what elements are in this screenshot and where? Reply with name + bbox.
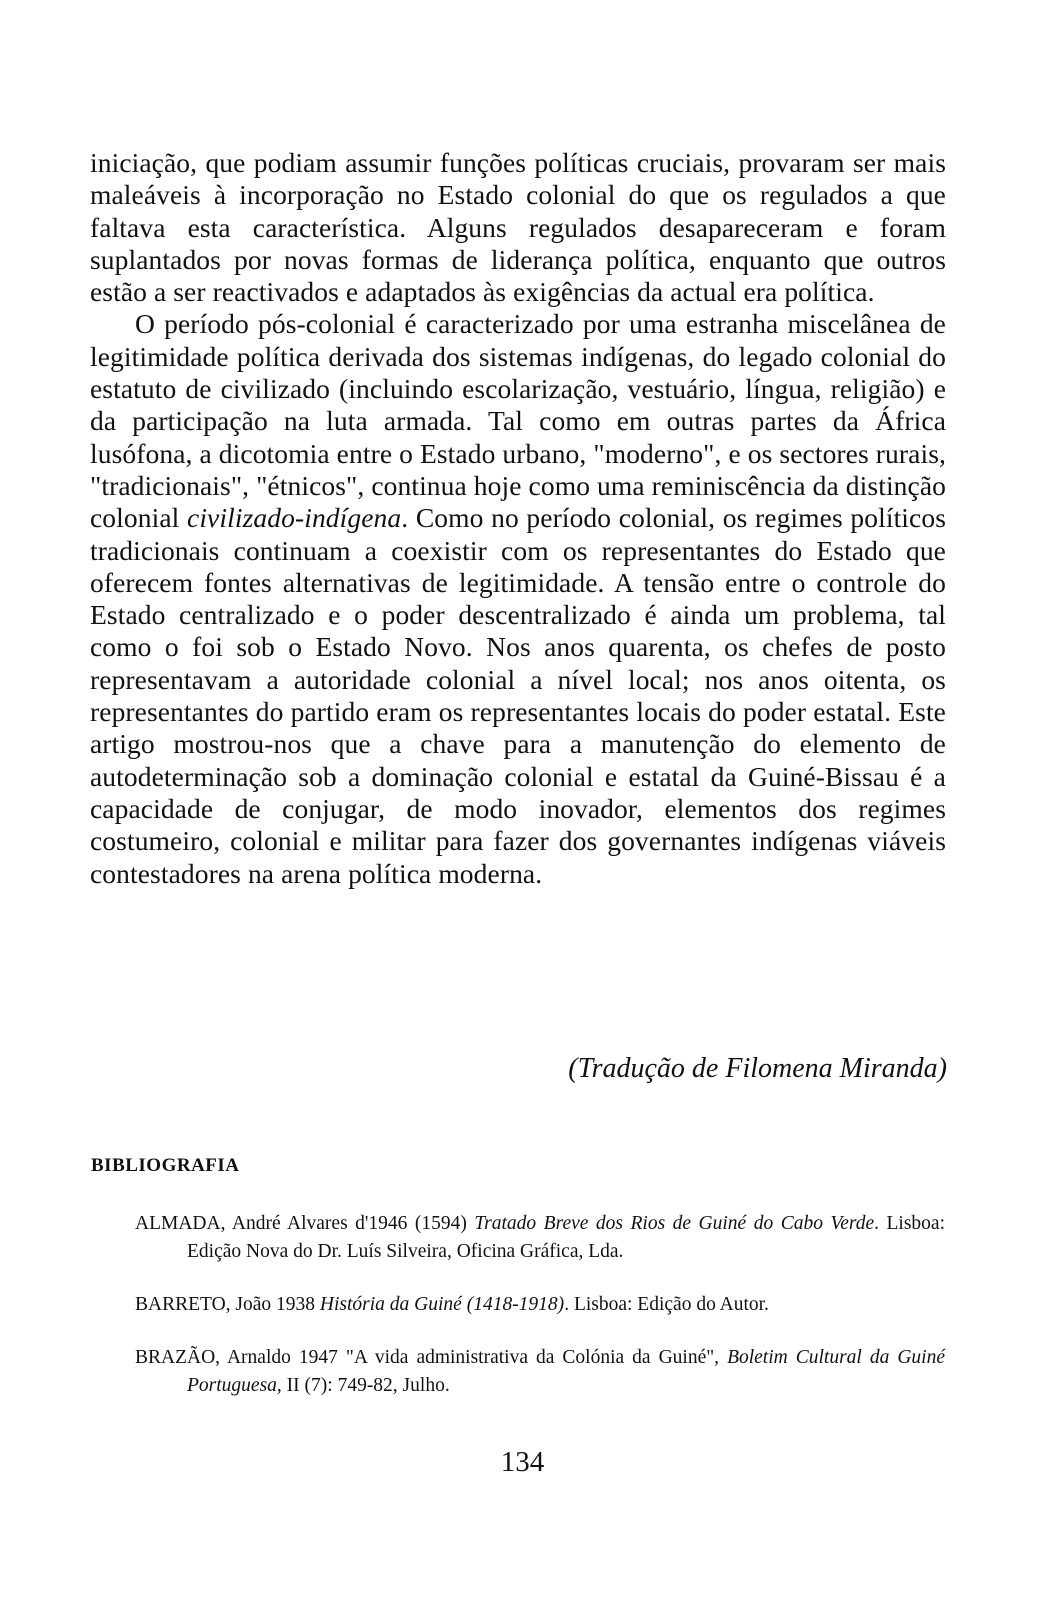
body-text [90,147,946,890]
bibliography-heading: BIBLIOGRAFIA [91,1155,240,1176]
page-number: 134 [500,1446,545,1478]
paragraph-1: iniciação, que podiam assumir funções políticas cruciais, provaram ser mais maleáveis à incorporação no Estado colonial do que os regulados a que faltava esta característica. Alguns regulados desapareceram e foram suplantados por novas formas de liderança política, enquanto que outros estão a ser reactivados e adaptados às exigências da actual era política. [90,147,946,308]
bib-entry-publisher: . Lisboa: Edição Nova do Dr. Luís Silveira, Oficina Gráfica, Lda. [187,1213,946,1262]
bibliography-list [135,1210,945,1425]
bib-entry-title: Boletim Cultural da Guiné Portuguesa [187,1347,946,1396]
translation-credit: (Tradução de Filomena Miranda) [568,1053,947,1084]
bib-entry-title: História da Guiné (1418-1918) [319,1294,565,1315]
paragraph-2-part-b: . Como no período colonial, os regimes políticos tradicionais continuam a coexistir com os representantes do Estado que oferecem fontes alternativas de legitimidade. A tensão entre o controle do Estado centralizado e o poder descentralizado é ainda um problema, tal como o foi sob o Estado Novo. Nos anos quarenta, os chefes de posto representavam a autoridade colonial a nível local; nos anos oitenta, os representantes do partido eram os representantes locais do poder estatal. Este artigo mostrou-nos que a chave para a manutenção do elemento de autodeterminação sob a dominação colonial e estatal da Guiné-Bissau é a capacidade de conjugar, de modo inovador, elementos dos regimes costumeiro, colonial e militar para fazer dos governantes indígenas viáveis contestadores na arena política moderna. [90,502,947,889]
bibliography-entry [135,1210,945,1266]
paragraph-2 [90,308,946,889]
paragraph-2-italic-term: civilizado-indígena [187,502,402,534]
bib-entry-publisher: , II (7): 749-82, Julho. [276,1375,450,1396]
bibliography-entry [135,1291,945,1319]
bib-entry-author: ALMADA, André Alvares d'1946 (1594) [135,1213,475,1234]
bibliography-entry [135,1344,945,1400]
paragraph-2-part-a: O período pós-colonial é caracterizado por uma estranha miscelânea de legitimidade política derivada dos sistemas indígenas, do legado colonial do estatuto de civilizado (incluindo escolarização, vestuário, língua, religião) e da participação na luta armada. Tal como em outras partes da África lusófona, a dicotomia entre o Estado urbano, "moderno", e os sectores rurais, "tradicionais", "étnicos", continua hoje como uma reminiscência da distinção colonial [90,308,946,534]
bib-entry-author: BRAZÃO, Arnaldo 1947 "A vida administrativa da Colónia da Guiné", [135,1347,728,1368]
bib-entry-publisher: . Lisboa: Edição do Autor. [564,1294,769,1315]
bib-entry-author: BARRETO, João 1938 [135,1294,320,1315]
bib-entry-title: Tratado Breve dos Rios de Guiné do Cabo Verde [474,1213,875,1234]
